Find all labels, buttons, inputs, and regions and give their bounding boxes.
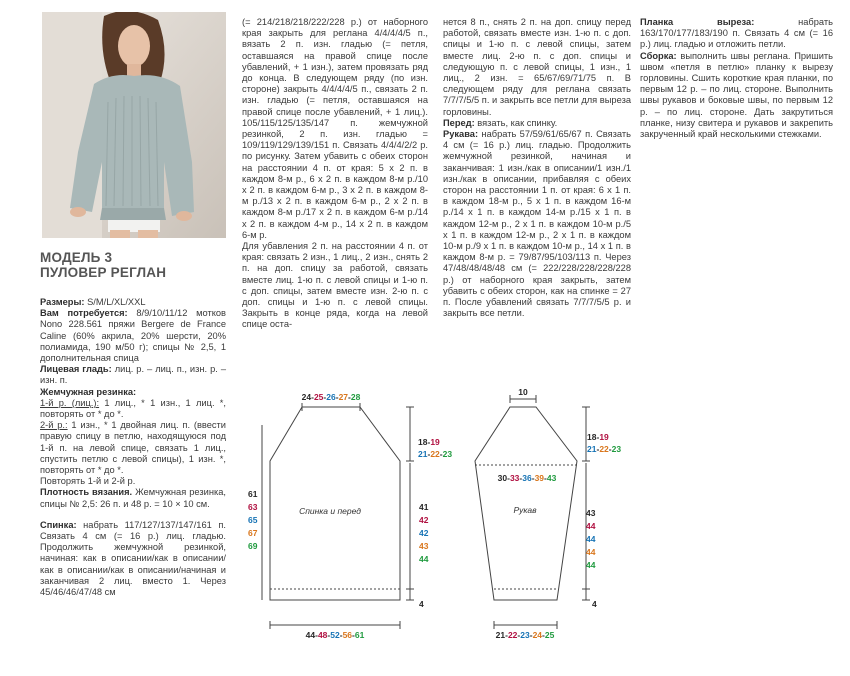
sleeve-outline [475,407,577,600]
stockinette-paragraph [40,364,226,386]
sleeve-side-height-size-5: 44 [586,560,596,570]
schematic-diagram [230,385,630,643]
materials-label: Вам потребуется: [40,308,128,319]
body-side-height-size-2: 42 [419,515,429,525]
row2-label: 2-й р.: [40,420,68,431]
sleeve-bottom-width-size-1: 21 [495,630,506,640]
instructions-column-1 [40,297,226,598]
materials-value: 8/9/10/11/12 мотков Nono 228.561 пряжи Bergere de France Caline (60% акрила, 20% шерсти, 20% полиамида, 190 м/50 г); спицы № 2,5, 1 дополнительная спица [40,308,226,364]
row2-value: 1 изн., * 1 двойная лиц. п. (ввести правую спицу в петлю, находящуюся под 1-й п. на левой спице, связать 1 лиц., спустить петлю с левой спицы), 1 изн. *, повторять от * до *. [40,420,226,476]
sleeve-bottom-width-size-4: 24 [532,630,543,640]
body-raglan-height-b: 21-22-23 [418,449,453,459]
gauge-value: Жемчужная резинка, спицы № 2,5: 26 п. и 48 р. = 10 × 10 см. [40,487,227,509]
row1-label: 1-й р. (лиц.): [40,397,100,408]
instructions-column-3 [443,17,631,319]
row2-paragraph [40,420,226,476]
body-piece-label: Спинка и перед [299,506,361,516]
instructions-column-4 [640,17,833,140]
sleeve-side-height-size-1: 43 [586,508,596,518]
sleeve-raglan-size-4: 22 [599,444,609,454]
neckband-value: набрать 163/170/177/183/190 п. Связать 4 см (= 16 р.) лиц. гладью и отложить петли. [640,17,833,50]
body-top-width-size-3: 26 [326,392,336,402]
body-raglan-height-a: 18-19 [418,437,440,447]
sleeve-raglan-size-2: 19 [599,432,609,442]
model-title: ПУЛОВЕР РЕГЛАН [40,265,167,280]
sleeve-raglan-height-a: 18-19 [587,432,609,442]
sleeve-upper-width: 30-33-36-39-43 [497,473,557,483]
sleeve-raglan-size-1: 18 [587,432,597,442]
body-raglan-size-3: 21 [418,449,428,459]
sleeves-paragraph [443,129,631,319]
body-bottom-width-size-1: 44 [305,630,316,640]
body-bottom-width-size-4: 56 [342,630,353,640]
repeat-paragraph: Повторять 1-й и 2-й р. [40,476,136,487]
sleeve-side-height-size-2: 44 [586,521,596,531]
sleeve-bottom-width-size-2: 22 [507,630,518,640]
body-top-width-size-5: 28 [350,392,361,402]
body-top-width: 24-25-26-27-28 [301,392,361,402]
sleeve-raglan-size-3: 21 [587,444,597,454]
sleeve-upper-width-size-1: 30 [497,473,508,483]
sleeve-upper-width-size-2: 33 [509,473,520,483]
body-total-height-size-2: 63 [248,502,258,512]
neckband-paragraph [640,17,833,51]
body-total-height-size-3: 65 [248,515,258,525]
back-paragraph [40,520,226,598]
decrease-continued-paragraph: нется 8 п., снять 2 п. на доп. спицу перед работой, связать вместе изн. 1-ю п. с доп. спицы и 1-ю п. с левой спицы, затем вместе лиц. 2-ю п. с доп. спицы и следующую п. с левой спицы, 1 изн., 1 лиц., 2 изн. = 65/67/69/71/75 п. В следующем ряду для реглана связать 7/7/7/5/5 п. и закрыть все петли для выреза горловины. [443,17,631,117]
body-raglan-size-1: 18 [418,437,428,447]
sleeves-label: Рукава: [443,129,479,140]
body-side-height-size-4: 43 [419,541,429,551]
gauge-paragraph [40,487,226,509]
decrease-method-paragraph: Для убавления 2 п. на расстоянии 4 п. от края: связать 2 изн., 1 лиц., 2 изн., снять 2 п. на доп. спицу за работой, связать вместе лиц. 1-ю п. с левой спицы и 1-ю п. с доп. спицы, затем вместе изн. 2-ю п. с доп. спицы и 1-ю п. с левой спицы. Закрыть в конце ряда, когда на левой спице оста- [242,241,428,330]
sleeve-bottom-width-size-3: 23 [520,630,530,640]
body-raglan-size-4: 22 [430,449,440,459]
sleeve-upper-width-size-5: 43 [546,473,557,483]
body-hem-height: 4 [419,599,424,609]
body-top-width-size-2: 25 [313,392,324,402]
stockinette-value: лиц. р. – лиц. п., изн. р. – изн. п. [40,364,227,386]
front-paragraph [443,118,631,129]
body-total-height-size-4: 67 [248,528,258,538]
back-continued-paragraph: (= 214/218/218/222/228 р.) от наборного края закрыть для реглана 4/4/4/4/5 п., вязать 2 п. изн. гладью (= петля, оставшаяся на правой спице после убавлений, + 1 изн.), затем провязать ряд до конца. В следующем ряду (по изн. стороне) закрыть 4/4/4/4/5 п., связать 2 п. изн. гладью (= петля, оставшаяся на правой спице после убавлений, + 1 лиц.). 105/115/125/135/147 п. жемчужной резинкой, 2 п. изн. гладью = 109/119/129/139/151 п. Связать 4/4/4/2/2 р. по рисунку. Затем убавить с обеих сторон на расстоянии 4 п. от края: 5 х 2 п. в каждом 8-м р., 6 х 2 п. в каждом 8-м р./10 х 2 п. в каждом 6-м р., 3 х 2 п. в каждом 8-м р./13 х 2 п. в каждом 6-м р., 2 х 2 п. в каждом 8-м р./17 х 2 п. в каждом 6-м р./14 х 2 п. в каждом 4-м р., 14 х 2 п. в каждом 6-м р. [242,17,428,240]
sleeve-side-height-size-3: 44 [586,534,596,544]
assembly-value: выполнить швы реглана. Пришить швом «петля в петлю» планку к вырезу горловины. Сшить короткие края планки, по первым 12 р. – по лиц. стороне. Выполнить швы рукавов и боковые швы, по первым 12 р. – по лиц. стороне. Дать закрутиться планке, низу свитера и рукавов и закрепить закрученный край несколькими стежками. [640,50,833,140]
body-outline [270,407,400,600]
assembly-label: Сборка: [640,50,677,61]
model-photo-illustration [42,12,226,238]
body-piece [262,403,414,629]
model-photo [42,12,226,238]
stockinette-label: Лицевая гладь: [40,364,112,375]
sleeve-bottom-width: 21-22-23-24-25 [495,630,555,640]
sleeve-top-width: 10 [518,387,528,397]
body-raglan-size-5: 23 [442,449,453,459]
front-label: Перед: [443,117,475,128]
materials-paragraph [40,308,226,364]
sleeve-upper-width-size-3: 36 [522,473,532,483]
body-top-width-size-4: 27 [338,392,349,402]
body-total-height-size-1: 61 [248,489,258,499]
body-side-height-labels [419,502,429,564]
back-label: Спинка: [40,519,77,530]
pearl-rib-label: Жемчужная резинка: [40,386,137,397]
sleeve-raglan-height-b: 21-22-23 [587,444,622,454]
body-bottom-width-size-5: 61 [354,630,365,640]
body-side-height-size-1: 41 [419,502,429,512]
sleeve-raglan-size-5: 23 [611,444,622,454]
assembly-paragraph [640,51,833,141]
body-bottom-width: 44-48-52-56-61 [305,630,365,640]
body-bottom-width-size-2: 48 [317,630,328,640]
sizes-paragraph [40,297,226,308]
body-bottom-width-size-3: 52 [330,630,340,640]
instructions-column-2 [242,17,428,331]
gauge-label: Плотность вязания. [40,487,133,498]
body-total-height-size-5: 69 [248,541,258,551]
front-value: вязать, как спинку. [474,117,558,128]
row1-paragraph [40,398,226,420]
sleeve-bottom-width-size-5: 25 [544,630,555,640]
body-top-width-size-1: 24 [301,392,312,402]
sizes-label: Размеры: [40,297,85,307]
body-side-height-size-3: 42 [419,528,429,538]
body-side-height-size-5: 44 [419,554,429,564]
body-raglan-size-2: 19 [430,437,440,447]
sleeve-side-height-size-4: 44 [586,547,596,557]
sizes-value: S/M/L/XL/XXL [84,297,146,307]
body-total-height-labels [248,489,258,551]
row1-value: 1 лиц., * 1 изн., 1 лиц. *, повторять от * до *. [40,397,227,420]
sleeve-side-height-labels [586,508,596,570]
back-value: набрать 117/127/137/147/161 п. Связать 4 см (= 16 р.) лиц. гладью. Продолжить жемчужной резинкой, начиная: как в описании/как в описании/как в описании/как в описании/начиная и заканчивая 2 лиц. вместо 1. Через 45/46/46/47/48 см [40,519,226,598]
model-heading [40,250,166,280]
sleeve-piece-label: Рукав [513,505,537,515]
sleeve-upper-width-size-4: 39 [534,473,545,483]
neckband-label: Планка выреза: [640,17,755,27]
sleeves-value: набрать 57/59/61/65/67 п. Связать 4 см (= 16 р.) лиц. гладью. Продолжить жемчужной резинкой, начиная и заканчивая: 1 изн./как в описании/1 изн./1 изн./как в описании, прибавляя с обеих сторон на расстоянии 1 п. от края: 6 х 1 п. в каждом 18-м р., 5 х 1 п. в каждом 16-м р./14 х 1 п. в каждом 14-м р./15 х 1 п. в каждом 12-м р., 2 х 1 п. в каждом 10-м р./5 х 1 п. в каждом 12-м р., 2 х 1 п. в каждом 10-м р./9 х 1 п. в каждом 10-м р., 14 х 1 п. в каждом 8-м р. = 79/87/95/103/113 п. Через 47/48/48/48/48 см (= 222/228/228/228/228 р.) от наборного края закрыть, затем убавить с обеих сторон, как на спинке = 27 п. После убавлений связать 7/7/7/5/5 р. и закрыть все петли. [443,129,631,319]
pearl-rib-heading [40,387,226,398]
model-number: МОДЕЛЬ 3 [40,250,113,265]
sleeve-hem-height: 4 [592,599,597,609]
